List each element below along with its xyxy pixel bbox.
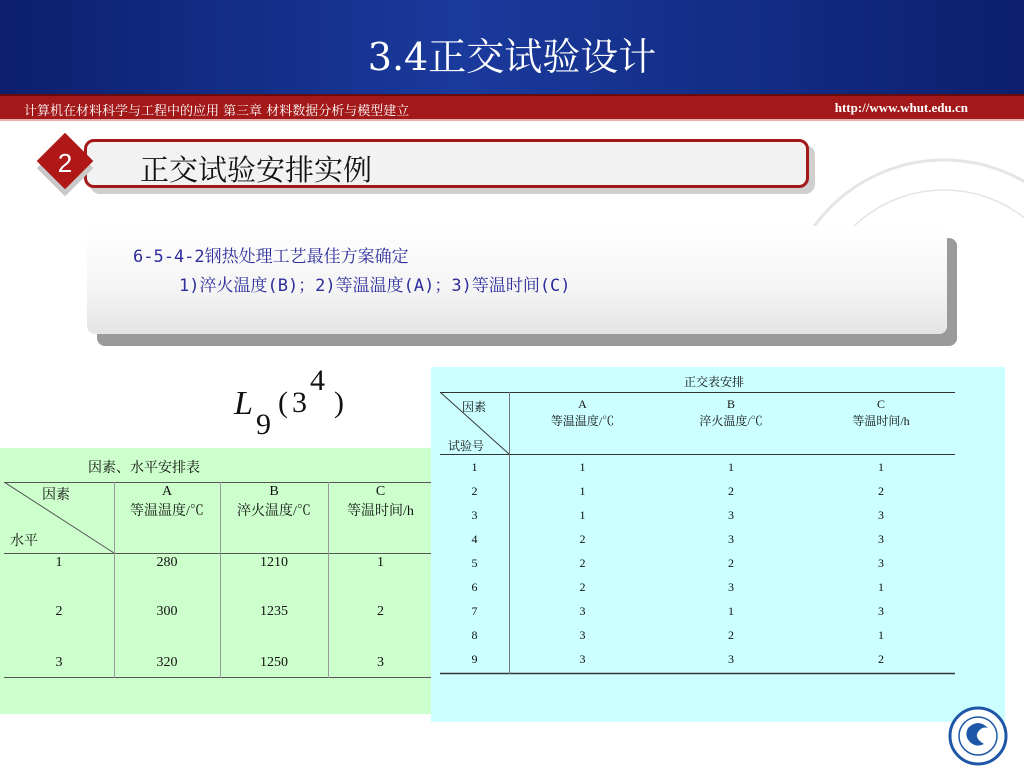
- orthogonal-table-caption: 正交表安排: [684, 375, 745, 389]
- info-line-1: 6-5-4-2钢热处理工艺最佳方案确定: [133, 247, 409, 267]
- table-row: 9 3 3 2: [471, 651, 884, 666]
- header-cell: C 等温时间/h: [852, 397, 910, 428]
- table-row: 3 320 1250 3: [55, 655, 384, 670]
- header-cell: A 等温温度/℃: [130, 484, 204, 519]
- formula-paren-open: (: [278, 386, 288, 419]
- table-header-row: [440, 393, 956, 455]
- formula-exponent: 4: [310, 364, 325, 397]
- header-cell: A 等温温度/℃: [550, 397, 615, 428]
- formula-paren-close: ): [334, 386, 344, 419]
- corner-factor-label: 因素: [42, 488, 70, 503]
- levels-table: [4, 482, 433, 677]
- table-row: 2 300 1235 2: [55, 604, 384, 619]
- header-cell: B 淬火温度/℃: [699, 397, 763, 428]
- info-line-2: 1)淬火温度(B)；2)等温温度(A)；3)等温时间(C): [179, 276, 571, 296]
- table-row: 8 3 2 1: [471, 627, 884, 642]
- corner-trial-label: 试验号: [448, 439, 485, 453]
- corner-factor-label: 因素: [462, 400, 487, 414]
- table-row: 2 1 2 2: [471, 483, 884, 498]
- website-url: http://www.whut.edu.cn: [834, 100, 968, 115]
- orthogonal-array-formula: [230, 362, 360, 442]
- course-bar: [0, 94, 1024, 121]
- table-row: 3 1 3 3: [471, 507, 884, 522]
- section-number: 2: [57, 148, 73, 178]
- table-row: 7 3 1 3: [471, 603, 884, 618]
- table-row: 6 2 3 1: [471, 579, 884, 594]
- table-header-row: [4, 482, 433, 553]
- course-chapter-text: 计算机在材料科学与工程中的应用 第三章 材料数据分析与模型建立: [24, 104, 410, 119]
- university-logo-icon: [948, 706, 1008, 766]
- corner-level-label: 水平: [10, 534, 38, 549]
- header-cell: C 等温时间/h: [347, 484, 414, 519]
- formula-L: L: [234, 385, 253, 422]
- header-cell: B 淬火温度/℃: [237, 484, 311, 519]
- orth-corner-cell: [440, 393, 509, 455]
- table-row: 1 280 1210 1: [55, 555, 384, 570]
- table-row: 1 1 1 1: [471, 459, 884, 474]
- table-row: 5 2 2 3: [471, 555, 884, 570]
- slide-title: 3.4正交试验设计: [367, 35, 657, 79]
- formula-subscript: 9: [256, 408, 271, 441]
- formula-base: 3: [292, 386, 307, 419]
- levels-corner-cell: [4, 482, 114, 553]
- section-title: 正交试验安排实例: [140, 153, 373, 187]
- info-panel: [87, 226, 947, 334]
- orthogonal-table: [440, 393, 956, 671]
- levels-table-caption: 因素、水平安排表: [88, 460, 200, 476]
- table-row: 4 2 3 3: [471, 531, 884, 546]
